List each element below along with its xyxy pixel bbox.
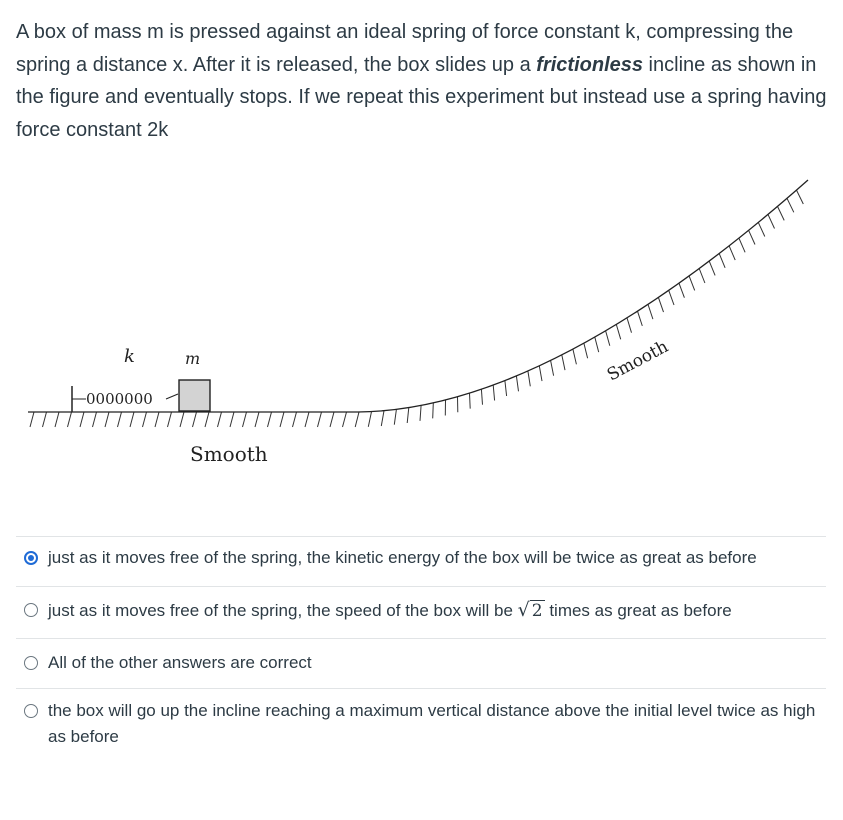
hatch-mark [381, 411, 384, 426]
radio-unselected-icon[interactable] [24, 603, 38, 617]
box-mass [179, 380, 210, 411]
hatch-mark [481, 389, 482, 405]
hatch-mark [180, 412, 184, 427]
spring-incline-figure [28, 178, 814, 478]
hatch-mark [493, 385, 494, 400]
hatch-mark [689, 276, 695, 291]
hatch-mark [305, 412, 309, 427]
hatch-mark [562, 355, 565, 370]
hatch-mark [205, 412, 209, 427]
answer-option-3[interactable] [16, 638, 826, 688]
hatch-mark [193, 412, 197, 427]
hatch-mark [318, 412, 322, 427]
question-part-1: A box of mass m is pressed against an ideal spring of force constant k, compressing the spring a distance x. After it is released, the box slides up a [16, 21, 794, 76]
hatch-mark [93, 412, 97, 427]
hatch-mark [105, 412, 109, 427]
hatch-mark [433, 403, 434, 419]
hatch-mark [420, 405, 421, 421]
answer-list [16, 536, 826, 762]
hatch-mark [143, 412, 147, 427]
hatch-mark [118, 412, 122, 427]
hatch-mark [230, 412, 234, 427]
answer-2-text-before: just as it moves free of the spring, the speed of the box will be [48, 601, 518, 620]
answer-1-text: just as it moves free of the spring, the kinetic energy of the box will be twice as great as before [48, 548, 757, 567]
radio-unselected-icon[interactable] [24, 704, 38, 718]
hatch-mark [595, 337, 599, 352]
hatch-mark [528, 371, 530, 386]
hatch-mark [719, 254, 725, 268]
ground-surface [28, 180, 808, 412]
hatch-mark [551, 361, 554, 376]
hatch-mark [787, 198, 794, 212]
hatch-mark [505, 381, 507, 396]
spring-coils: 0000000 [86, 390, 153, 408]
radio-unselected-icon[interactable] [24, 656, 38, 670]
hatch-mark [293, 412, 297, 427]
hatch-mark [155, 412, 159, 427]
answer-2-text-after: times as great as before [544, 601, 732, 620]
hatch-mark [68, 412, 72, 427]
hatch-mark [638, 311, 643, 326]
hatch-mark [768, 214, 775, 228]
hatch-mark [648, 304, 653, 319]
hatch-mark [669, 290, 674, 305]
hatch-mark [255, 412, 259, 427]
floor-smooth-label: Smooth [190, 442, 268, 466]
answer-option-2[interactable] [16, 586, 826, 638]
hatch-mark [797, 190, 804, 204]
hatch-mark [168, 412, 172, 427]
question-emphasis: frictionless [536, 53, 643, 76]
hatch-mark [43, 412, 47, 427]
hatch-mark [407, 408, 409, 423]
hatch-mark [749, 230, 755, 244]
answer-2-text [48, 597, 826, 624]
hatch-mark [616, 324, 620, 339]
hatch-mark [709, 261, 715, 275]
hatch-mark [699, 269, 705, 284]
spring-constant-label: k [124, 346, 135, 367]
hatch-mark [330, 412, 334, 427]
hatch-mark [539, 366, 542, 381]
hatch-mark [55, 412, 59, 427]
answer-4-text: the box will go up the incline reaching a maximum vertical distance above the initial level twice as high as before [48, 701, 816, 746]
hatch-mark [280, 412, 284, 427]
hatch-mark [343, 412, 347, 427]
hatch-mark [658, 297, 663, 312]
hatch-mark [218, 412, 222, 427]
answer-option-4[interactable] [16, 688, 826, 762]
hatch-mark [739, 238, 745, 252]
hatch-mark [368, 412, 371, 427]
mass-label: m [185, 349, 201, 368]
hatch-mark [80, 412, 84, 427]
answer-option-1[interactable] [16, 536, 826, 586]
sqrt-symbol-icon: √ [517, 599, 530, 621]
hatch-mark [243, 412, 247, 427]
hatch-mark [30, 412, 34, 427]
hatch-mark [516, 376, 518, 391]
radio-selected-icon[interactable] [24, 551, 38, 565]
question-part-2: incline as shown in the figure and eventually stops. If we repeat this experiment but instead use a spring having force constant 2k [16, 53, 827, 141]
hatch-mark [130, 412, 134, 427]
hatch-mark [268, 412, 272, 427]
question-text [16, 16, 828, 146]
hatch-mark [778, 206, 785, 220]
sqrt-expression [518, 601, 545, 621]
hatch-mark [627, 318, 632, 333]
incline-smooth-label: Smooth [603, 336, 672, 386]
hatch-mark [355, 412, 359, 427]
spring-end-right [166, 394, 178, 399]
hatch-mark [758, 222, 765, 236]
hatch-mark [394, 409, 396, 424]
answer-3-text: All of the other answers are correct [48, 653, 312, 672]
hatch-mark [729, 246, 735, 260]
hatch-mark [606, 331, 610, 346]
hatch-mark [584, 343, 588, 358]
hatch-mark [470, 393, 471, 409]
hatch-mark [679, 283, 684, 298]
hatch-mark [573, 349, 577, 364]
sqrt-radicand: 2 [531, 601, 543, 621]
